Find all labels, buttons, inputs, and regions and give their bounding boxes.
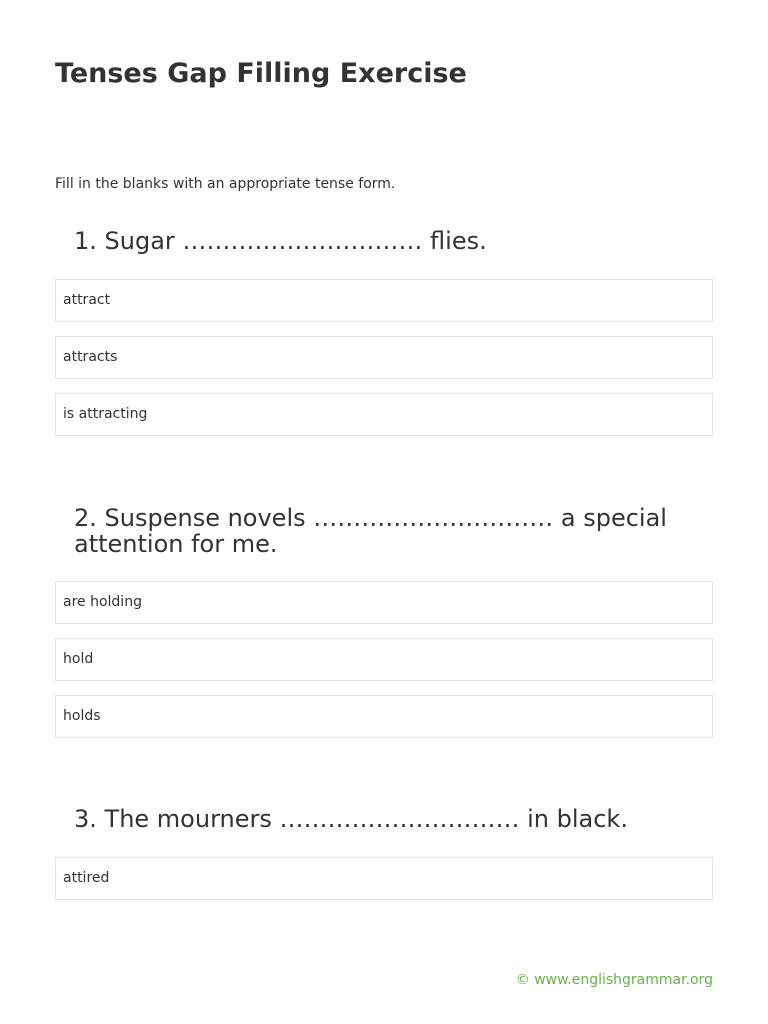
page-title: Tenses Gap Filling Exercise [55, 58, 467, 89]
option-attract[interactable]: attract [55, 279, 713, 322]
option-hold[interactable]: hold [55, 638, 713, 681]
question-2 [55, 505, 713, 752]
option-holds[interactable]: holds [55, 695, 713, 738]
question-text: 2. Suspense novels ………………………… a special attention for me. [74, 504, 667, 558]
question-1 [55, 228, 713, 450]
option-list [55, 279, 713, 436]
question-3 [55, 806, 713, 914]
option-list [55, 857, 713, 900]
option-attired[interactable]: attired [55, 857, 713, 900]
footer-credit: © www.englishgrammar.org [515, 972, 713, 988]
option-attracts[interactable]: attracts [55, 336, 713, 379]
question-text: 1. Sugar ………………………… flies. [74, 227, 487, 255]
option-is-attracting[interactable]: is attracting [55, 393, 713, 436]
instructions: Fill in the blanks with an appropriate tense form. [55, 176, 396, 192]
question-text: 3. The mourners ………………………… in black. [74, 805, 628, 833]
option-are-holding[interactable]: are holding [55, 581, 713, 624]
option-list [55, 581, 713, 738]
